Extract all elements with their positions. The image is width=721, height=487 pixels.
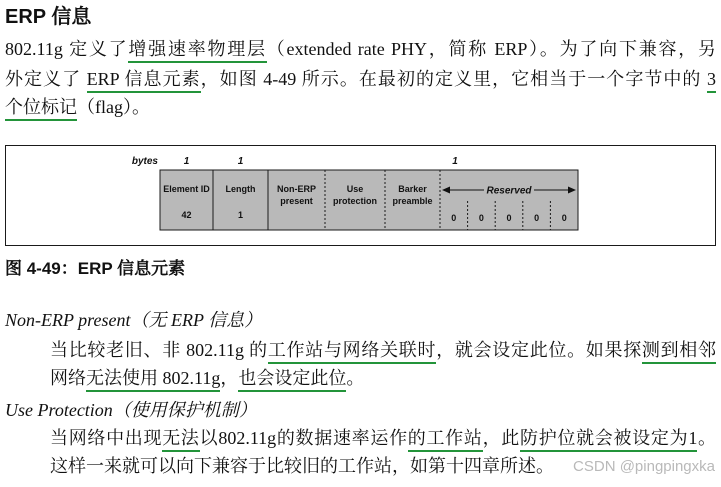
intro-line xyxy=(5,38,716,60)
reserved-bit: 0 xyxy=(451,213,457,223)
text-run: 当网络中出现 xyxy=(50,428,163,448)
text-run: 网络 xyxy=(50,368,86,388)
body-line xyxy=(50,339,716,361)
subsection-heading: Non-ERP present（无 ERP 信息） xyxy=(5,310,263,330)
flag-label-non-erp: present xyxy=(280,196,313,206)
field-value-element-id: 42 xyxy=(181,210,192,220)
body-line xyxy=(50,455,554,477)
text-run: 外定义了 xyxy=(5,69,87,89)
flag-label-barker-preamble: preamble xyxy=(392,196,433,206)
bytes-label: bytes xyxy=(131,156,158,167)
text-run: 802.11g 定义了 xyxy=(5,39,129,59)
field-label-element-id: Element ID xyxy=(163,184,210,194)
reserved-bit: 0 xyxy=(561,213,567,223)
field-label-length: Length xyxy=(225,184,256,194)
reserved-label: Reserved xyxy=(486,185,532,197)
section-title: ERP 信息 xyxy=(5,6,92,28)
body-line xyxy=(50,367,364,389)
underlined-phrase: 无法使用 802.11g xyxy=(86,368,220,392)
text-run: 以802.11g的数据速率运作 xyxy=(199,428,408,448)
figure-caption: 图 4-49：ERP 信息元素 xyxy=(5,259,186,278)
intro-line xyxy=(5,96,150,118)
byte-count: 1 xyxy=(183,156,190,167)
body-line xyxy=(50,427,716,449)
byte-count: 1 xyxy=(452,156,458,167)
erp-element-diagram xyxy=(5,145,716,246)
text-run: ，如图 4-49 所示。在最初的定义里，它相当于一个字节中的 xyxy=(200,69,707,89)
flag-label-use-protection: protection xyxy=(333,196,377,206)
text-run: （flag）。 xyxy=(77,97,150,117)
underlined-phrase: 测到相邻 xyxy=(642,340,716,364)
subsection-heading: Use Protection（使用保护机制） xyxy=(5,400,257,420)
source-watermark: CSDN @pingpingxka xyxy=(573,458,715,475)
reserved-bit: 0 xyxy=(506,213,512,223)
flag-label-barker-preamble: Barker xyxy=(398,184,427,194)
underlined-phrase: 3 xyxy=(707,69,716,93)
text-run: 。 xyxy=(346,368,365,388)
intro-line xyxy=(5,68,716,90)
text-run: ，就会设定此位。如果探 xyxy=(436,340,642,360)
underlined-phrase: 防护位就会被设定为1 xyxy=(520,428,697,452)
text-run: ，此 xyxy=(482,428,520,448)
underlined-phrase: 工作站与网络关联时 xyxy=(268,340,436,364)
text-run: ， xyxy=(220,368,239,388)
underlined-phrase: ERP 信息元素 xyxy=(87,69,201,93)
underlined-phrase: 无法 xyxy=(162,428,199,452)
flag-label-non-erp: Non-ERP xyxy=(277,184,316,194)
byte-count: 1 xyxy=(237,156,244,167)
flag-label-use-protection: Use xyxy=(346,184,364,194)
text-run: 这样一来就可以向下兼容于比较旧的工作站，如第十四章所述。 xyxy=(50,456,554,476)
field-value-length: 1 xyxy=(237,210,244,220)
underlined-phrase: 的工作站 xyxy=(408,428,483,452)
text-run: （extended rate PHY，简称 ERP）。为了向下兼容，另 xyxy=(266,39,716,59)
underlined-phrase: 增强速率物理层 xyxy=(128,39,266,63)
reserved-bit: 0 xyxy=(478,213,484,223)
text-run: 当比较老旧、非 802.11g 的 xyxy=(50,340,268,360)
reserved-bit: 0 xyxy=(534,213,540,223)
underlined-phrase: 个位标记 xyxy=(5,97,77,121)
underlined-phrase: 也会设定此位 xyxy=(238,368,346,392)
text-run: 。 xyxy=(697,428,717,448)
